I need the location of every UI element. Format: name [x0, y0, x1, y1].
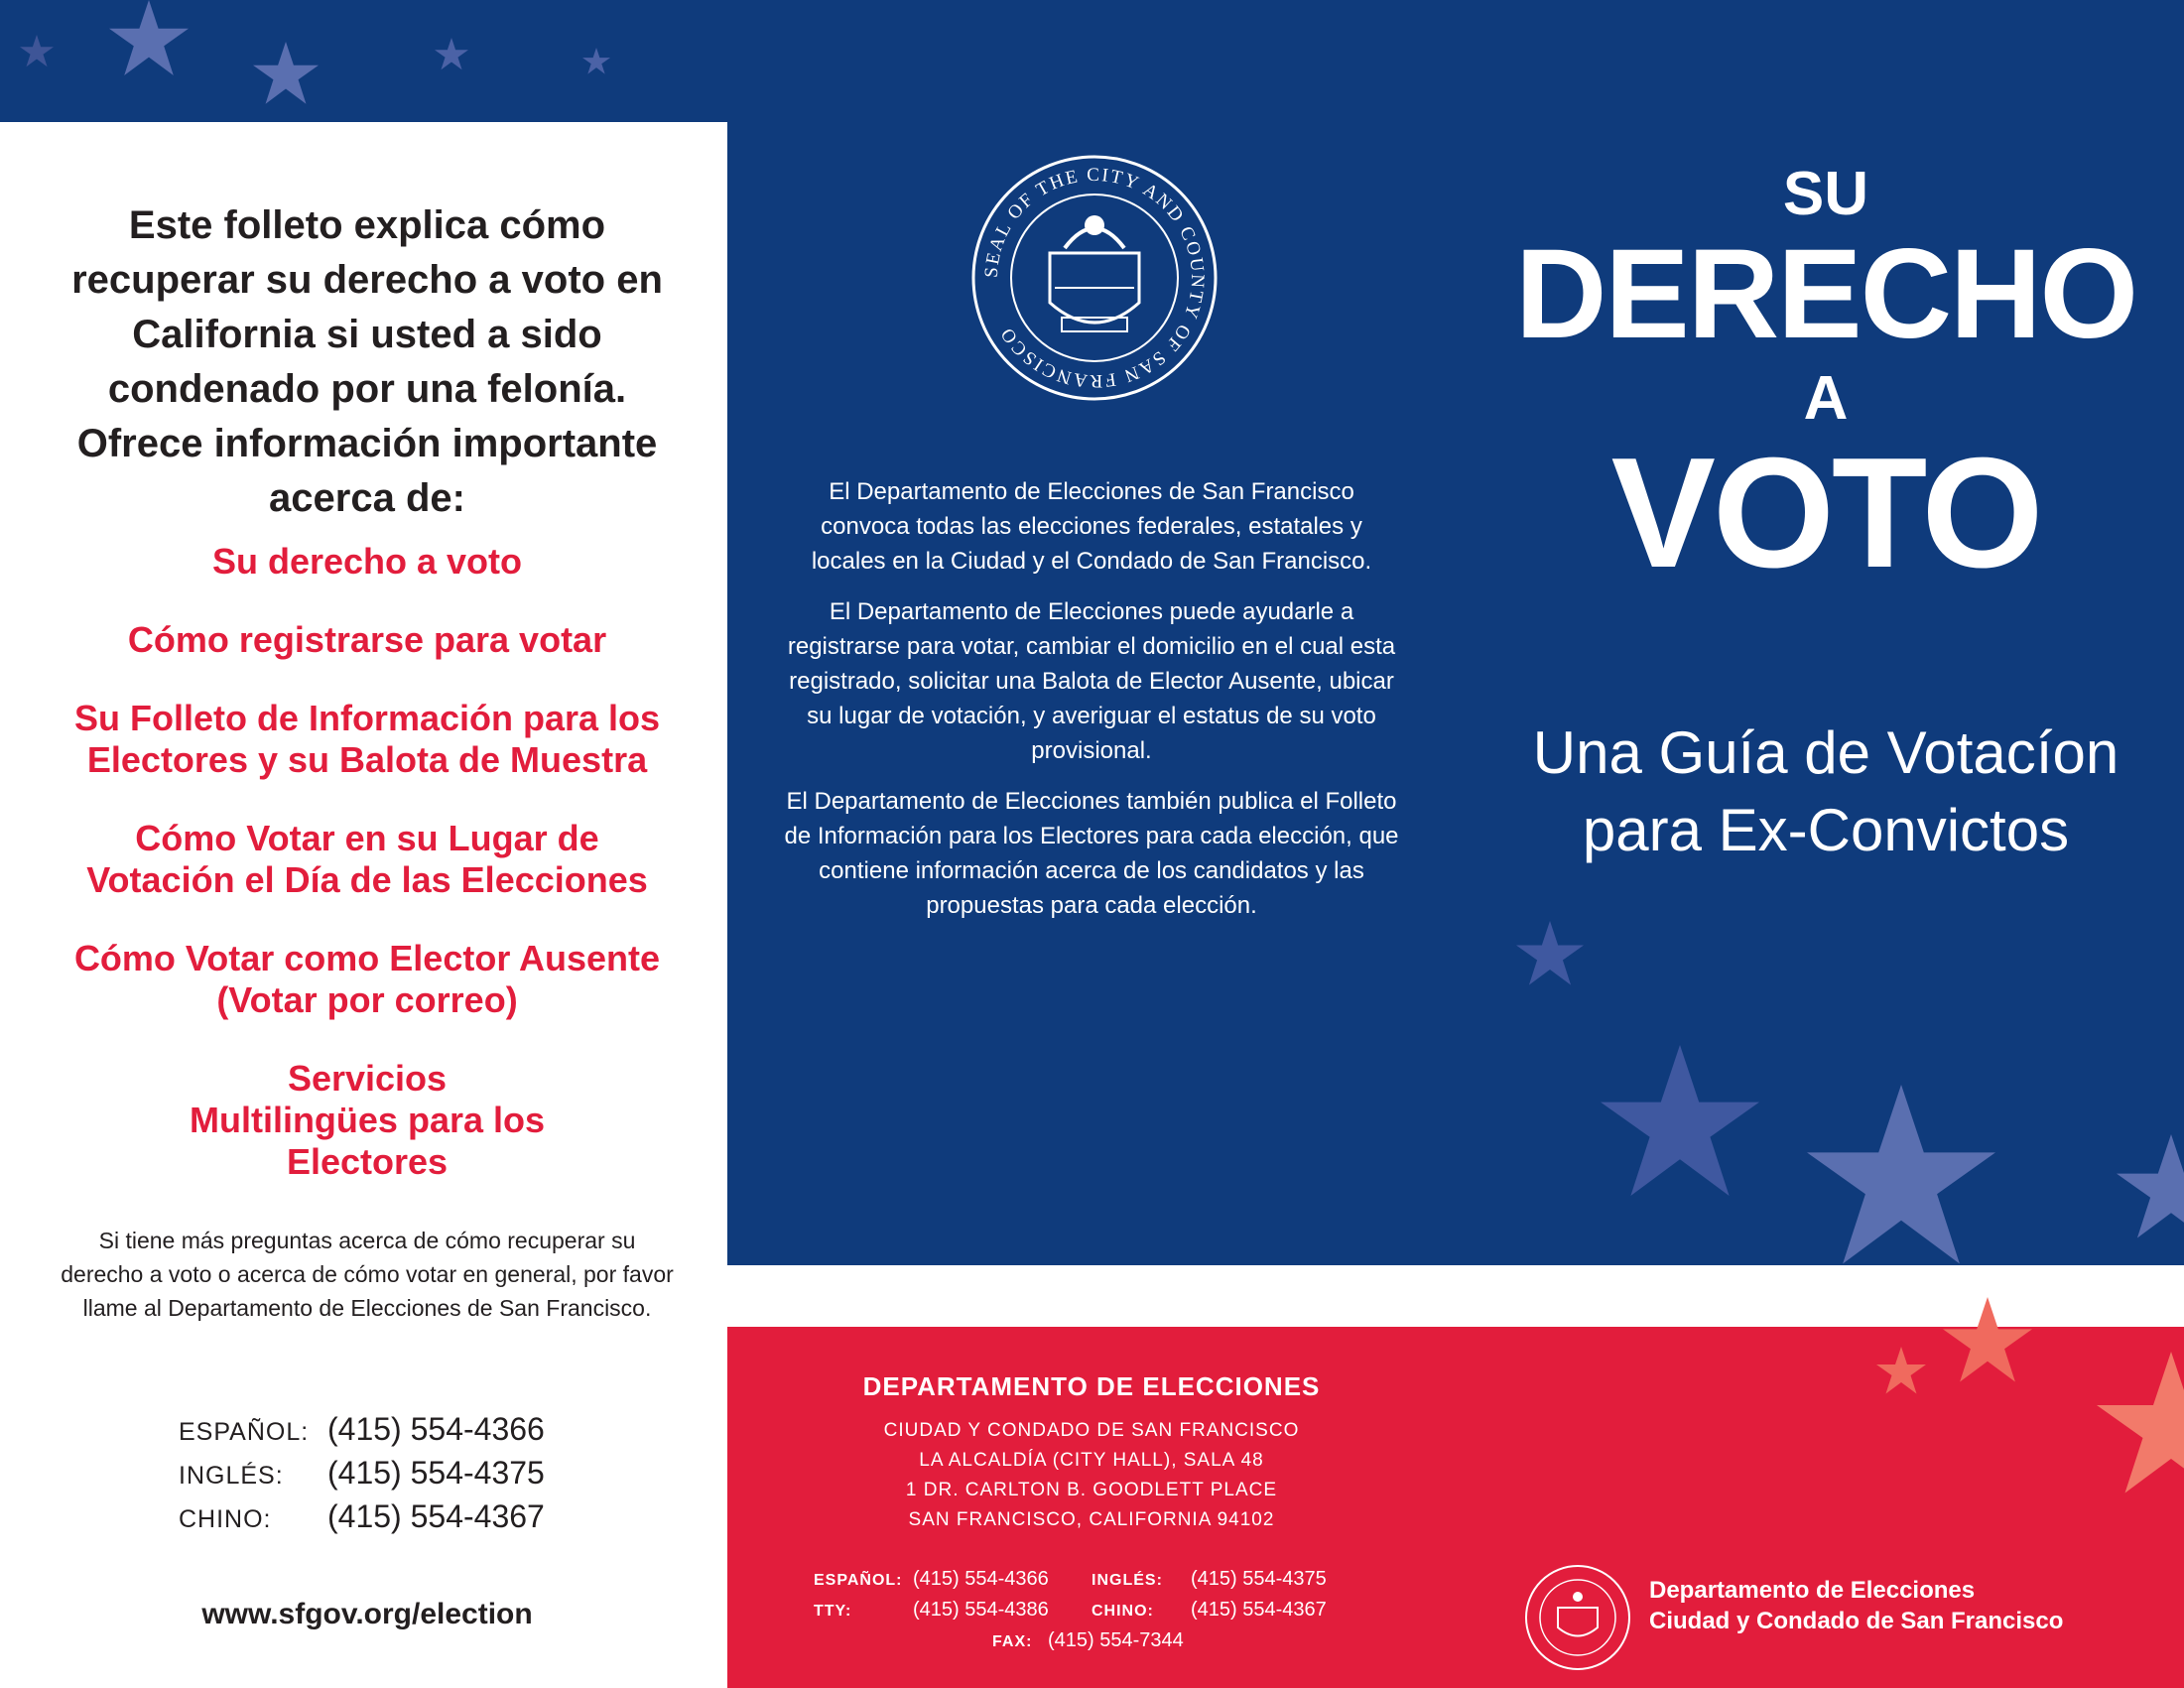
phone-row: [179, 1498, 635, 1542]
organization-line: Ciudad y Condado de San Francisco: [1649, 1608, 2064, 1634]
phone-label: TTY:: [814, 1603, 852, 1620]
phone-label: ESPAÑOL:: [179, 1418, 310, 1446]
address-line: LA ALCALDÍA (CITY HALL), SALA 48: [919, 1450, 1264, 1471]
address-line: CIUDAD Y CONDADO DE SAN FRANCISCO: [883, 1420, 1300, 1441]
seal-text: SEAL OF THE CITY AND COUNTY OF SAN FRANCISCO: [980, 164, 1209, 392]
cover-title: [1469, 159, 2183, 600]
phone-label: CHINO:: [179, 1505, 272, 1533]
star-icon: [1601, 1045, 1759, 1204]
subtitle-line: Una Guía de Votacíon: [1532, 719, 2120, 786]
star-icon: [582, 48, 610, 75]
star-icon: [1807, 1085, 1995, 1273]
title-a: A: [1803, 364, 1849, 433]
phone-row: [814, 1629, 1409, 1660]
topic-item: Cómo Votar en su Lugar de Votación el Día de las Elecciones: [86, 818, 648, 900]
department-address: [794, 1371, 1389, 1535]
title-su: SU: [1782, 160, 1869, 228]
phone-label: FAX:: [992, 1633, 1033, 1650]
star-icon: [1943, 1297, 2032, 1386]
phone-number: (415) 554-7344: [1048, 1629, 1184, 1651]
phone-number: (415) 554-4375: [327, 1455, 545, 1491]
phone-label: CHINO:: [1092, 1603, 1154, 1620]
organization-line: Departamento de Elecciones: [1649, 1577, 1976, 1604]
top-band: [0, 0, 2184, 122]
topic-list: [20, 541, 714, 1220]
contact-phones: [814, 1568, 1409, 1660]
topic-item: Su derecho a voto: [211, 541, 523, 582]
intro-text: Este folleto explica cómo recuperar su derecho a voto en California si usted a sido condenado por una felonía. Ofrece información importante acerca de:: [71, 203, 663, 520]
svg-text:SEAL OF THE CITY AND COUNTY OF: [981, 165, 1208, 391]
star-icon: [2097, 1352, 2184, 1500]
star-icon: [253, 42, 319, 107]
contact-note: Si tiene más preguntas acerca de cómo recuperar su derecho a voto o acerca de cómo votar en general, por favor llame al Departamento de Elecciones de San Francisco.: [61, 1228, 674, 1321]
phone-list: [179, 1411, 635, 1542]
topic-item: Servicios Multilingües para los Electores: [189, 1058, 546, 1182]
phone-number: (415) 554-4375: [1191, 1568, 1327, 1590]
info-paragraph: El Departamento de Elecciones puede ayudarle a registrarse para votar, cambiar el domicilio en el cual esta registrado, solicitar una Balota de Elector Ausente, ubicar su lugar de votación, y averiguar el estatus de su voto provisional.: [787, 598, 1396, 764]
phone-number: (415) 554-4367: [327, 1498, 545, 1534]
cover-subtitle: [1469, 714, 2183, 869]
title-derecho: DERECHO: [1514, 223, 2137, 365]
star-icon: [1876, 1347, 1926, 1396]
phone-number: (415) 554-4366: [327, 1411, 545, 1447]
info-paragraph: El Departamento de Elecciones de San Francisco convoca todas las elecciones federales, estatales y locales en la Ciudad y el Condado de San Francisco.: [811, 478, 1372, 575]
address-line: 1 DR. CARLTON B. GOODLETT PLACE: [905, 1480, 1278, 1500]
info-paragraph: El Departamento de Elecciones también publica el Folleto de Información para los Electores para cada elección, que contiene información acerca de los candidatos y las propuestas para cada elección.: [784, 788, 1399, 919]
phone-row: [179, 1411, 635, 1455]
city-seal-icon: [970, 154, 1219, 402]
phone-number: (415) 554-4386: [913, 1599, 1049, 1621]
department-info: [784, 474, 1399, 939]
organization-name: [1649, 1575, 2063, 1636]
title-voto: VOTO: [1610, 426, 2041, 600]
topic-item: Cómo Votar como Elector Ausente (Votar por correo): [73, 938, 661, 1020]
website-link[interactable]: www.sfgov.org/election: [201, 1598, 533, 1630]
phone-number: (415) 554-4366: [913, 1568, 1049, 1590]
phone-label: ESPAÑOL:: [814, 1572, 903, 1589]
topic-item: Cómo registrarse para votar: [127, 619, 607, 660]
star-icon: [2117, 1134, 2184, 1243]
city-seal-small-icon: [1523, 1563, 1632, 1672]
star-icon: [435, 38, 468, 71]
phone-number: (415) 554-4367: [1191, 1599, 1327, 1621]
subtitle-line: para Ex-Convictos: [1582, 797, 2070, 863]
star-icon: [20, 35, 54, 68]
department-title: DEPARTAMENTO DE ELECCIONES: [862, 1371, 1321, 1401]
phone-row: [814, 1599, 1409, 1629]
phone-row: [179, 1455, 635, 1498]
topic-item: Su Folleto de Información para los Electores y su Balota de Muestra: [73, 698, 661, 780]
phone-label: INGLÉS:: [179, 1462, 284, 1490]
phone-label: INGLÉS:: [1092, 1572, 1163, 1589]
phone-row: [814, 1568, 1409, 1599]
address-line: SAN FRANCISCO, CALIFORNIA 94102: [908, 1509, 1275, 1530]
star-icon: [1516, 921, 1584, 988]
star-icon: [109, 0, 189, 79]
